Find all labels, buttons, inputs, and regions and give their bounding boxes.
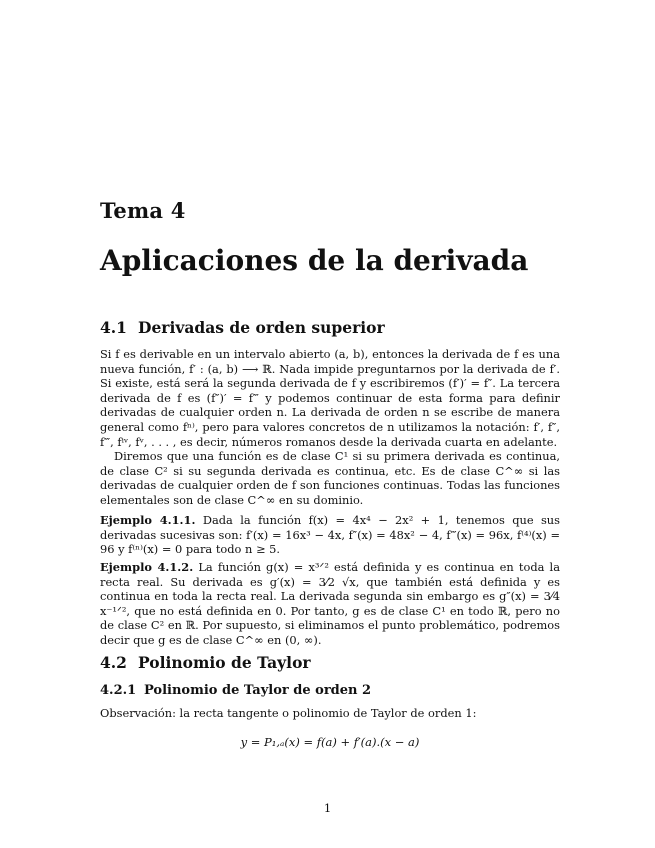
chapter-title: Aplicaciones de la derivada (100, 244, 529, 277)
subsection-heading-4-2-1 (100, 683, 371, 698)
section-title: Polinomio de Taylor (138, 653, 311, 672)
section-number: 4.2 (100, 653, 127, 672)
example-text: Dada la función f(x) = 4x⁴ − 2x² + 1, tenemos que sus derivadas sucesivas son: f′(x) = 16x³ − 4x, f″(x) = 48x² − 4, f‴(x) = 96x, f⁽⁴⁾(x) = 96 y f⁽ⁿ⁾(x) = 0 para todo n ≥ 5. (100, 513, 560, 557)
example-label: Ejemplo 4.1.2. (100, 560, 194, 574)
section-title: Derivadas de orden superior (138, 318, 385, 337)
example-4-1-2 (100, 560, 560, 648)
observation-text: Observación: la recta tangente o polinomio de Taylor de orden 1: (100, 706, 477, 720)
page-number: 1 (323, 801, 332, 815)
example-label: Ejemplo 4.1.1. (100, 513, 196, 527)
section-heading-4-1 (100, 318, 385, 337)
section-heading-4-2 (100, 653, 311, 672)
paragraph-clase: Diremos que una función es de clase C¹ si su primera derivada es continua, de clase C² si su segunda derivada es continua, etc. Es de clase C^∞ si las derivadas de cualquier orden de f son funciones continuas. Todas las funciones elementales son de clase C^∞ en su dominio. (100, 449, 560, 507)
section-number: 4.1 (100, 318, 127, 337)
subsection-title: Polinomio de Taylor de orden 2 (144, 683, 372, 698)
taylor-equation: y = P₁,ₐ(x) = f(a) + f′(a).(x − a) (240, 735, 420, 749)
chapter-label: Tema 4 (100, 198, 186, 223)
example-text: La función g(x) = x³ᐟ² está definida y es continua en toda la recta real. Su derivada es g′(x) = 3⁄2 √x, que también está definida y es continua en toda la recta real. La derivada segunda sin embargo es g″(x) = 3⁄4 x⁻¹ᐟ², que no está definida en 0. Por tanto, g es de clase C¹ en todo ℝ, pero no de clase C² en ℝ. Por supuesto, si eliminamos el punto problemático, podremos decir que g es de clase C^∞ en (0, ∞). (100, 560, 560, 647)
subsection-number: 4.2.1 (100, 683, 137, 698)
example-4-1-1 (100, 513, 560, 557)
paragraph-derivadas: Si f es derivable en un intervalo abierto (a, b), entonces la derivada de f es una nueva función, f′ : (a, b) ⟶ ℝ. Nada impide preguntarnos por la derivada de f′. Si existe, está será la segunda derivada de f y escribiremos (f′)′ = f″. La tercera derivada de f es (f″)′ = f‴ y podemos continuar de esta forma para definir derivadas de cualquier orden n. La derivada de orden n se escribe de manera general como fⁿ⁾, pero para valores concretos de n utilizamos la notación: f′, f″, f‴, fⁱᵛ, fᵛ, . . . , es decir, números romanos desde la derivada cuarta en adelante. (100, 347, 560, 449)
